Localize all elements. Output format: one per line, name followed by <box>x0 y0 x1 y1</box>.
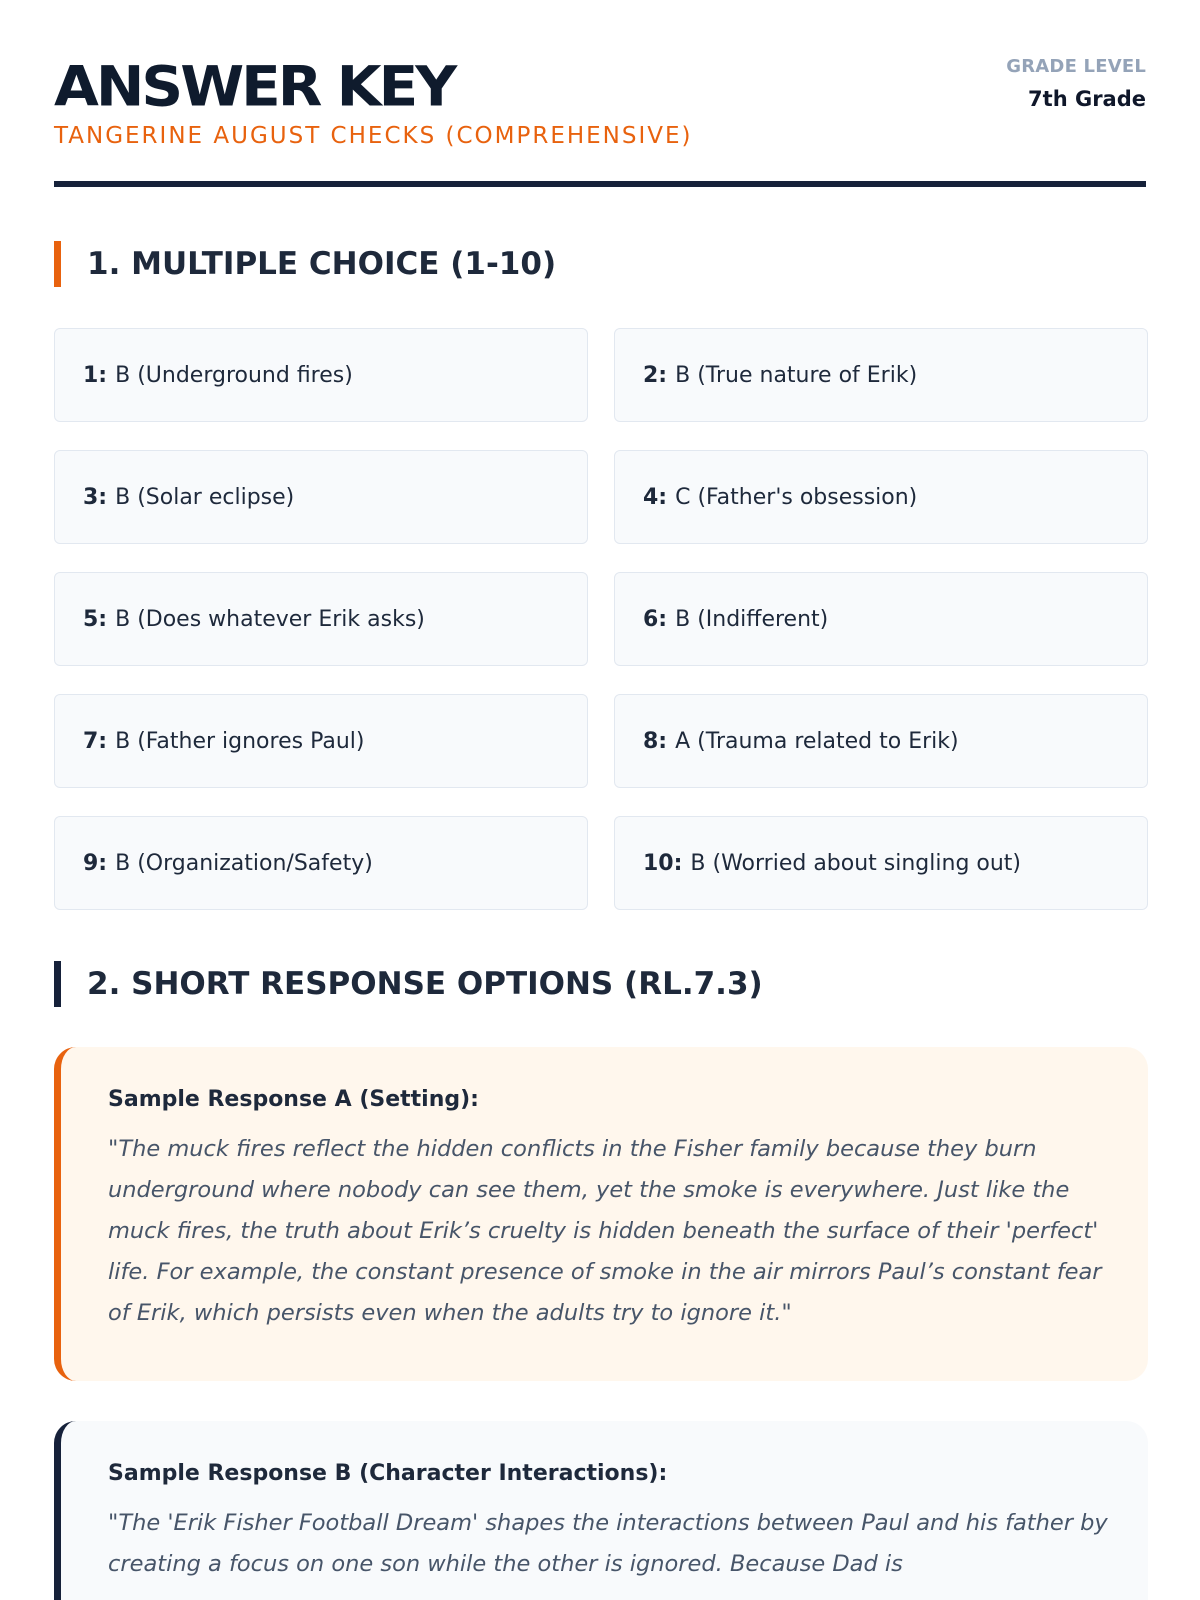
multiple-choice-answers <box>54 328 1148 910</box>
answer-card <box>54 694 588 788</box>
answer-text: B (True nature of Erik) <box>675 362 918 388</box>
sample-response-card <box>54 1421 1148 1600</box>
answer-text: C (Father's obsession) <box>675 484 918 510</box>
page-subtitle: TANGERINE AUGUST CHECKS (COMPREHENSIVE) <box>54 123 693 149</box>
answer-text: B (Worried about singling out) <box>690 850 1022 876</box>
sample-response-label: Sample Response A (Setting): <box>108 1087 479 1112</box>
answer-number: 1: <box>83 362 108 388</box>
page-title: ANSWER KEY <box>54 54 455 119</box>
section-heading-multiple-choice <box>54 241 556 287</box>
answer-card <box>614 572 1148 666</box>
answer-number: 7: <box>83 728 108 754</box>
answer-text: B (Indifferent) <box>675 606 829 632</box>
answer-number: 9: <box>83 850 108 876</box>
answer-card <box>54 572 588 666</box>
answer-number: 8: <box>643 728 668 754</box>
answer-card <box>54 328 588 422</box>
answer-number: 2: <box>643 362 668 388</box>
sample-response-card <box>54 1047 1148 1381</box>
header-divider <box>54 181 1146 187</box>
header <box>54 54 1146 149</box>
answer-number: 6: <box>643 606 668 632</box>
answer-card <box>614 450 1148 544</box>
answer-number: 5: <box>83 606 108 632</box>
answer-number: 4: <box>643 484 668 510</box>
answer-card <box>54 816 588 910</box>
grade-level-value: 7th Grade <box>1028 87 1146 111</box>
answer-text: B (Solar eclipse) <box>115 484 295 510</box>
grade-level-label: GRADE LEVEL <box>1006 56 1146 77</box>
sample-response-text: "The muck fires reflect the hidden conflicts in the Fisher family because they burn underground where nobody can see them, yet the smoke is everywhere. Just like the muck fires, the truth about Erik’s cruelty is hidden beneath the surface of their 'perfect' life. For example, the constant presence of smoke in the air mirrors Paul’s constant fear of Erik, which persists even when the adults try to ignore it." <box>108 1136 1102 1326</box>
section-accent-bar <box>54 961 61 1007</box>
answer-number: 3: <box>83 484 108 510</box>
answer-text: B (Father ignores Paul) <box>115 728 365 754</box>
answer-card <box>614 328 1148 422</box>
section-title: 1. MULTIPLE CHOICE (1-10) <box>87 246 557 282</box>
answer-card <box>614 694 1148 788</box>
answer-text: B (Underground fires) <box>115 362 353 388</box>
answer-text: A (Trauma related to Erik) <box>675 728 959 754</box>
answer-text: B (Does whatever Erik asks) <box>115 606 425 632</box>
sample-response-text: "The 'Erik Fisher Football Dream' shapes the interactions between Paul and his father by creating a focus on one son while the other is ignored. Because Dad is <box>108 1510 1108 1577</box>
answer-card <box>614 816 1148 910</box>
answer-number: 10: <box>643 850 683 876</box>
sample-response-label: Sample Response B (Character Interactions): <box>108 1461 668 1486</box>
answer-text: B (Organization/Safety) <box>115 850 373 876</box>
answer-card <box>54 450 588 544</box>
grade-level-block <box>1006 56 1146 111</box>
section-title: 2. SHORT RESPONSE OPTIONS (RL.7.3) <box>87 966 763 1002</box>
section-accent-bar <box>54 241 61 287</box>
section-heading-short-response <box>54 961 763 1007</box>
